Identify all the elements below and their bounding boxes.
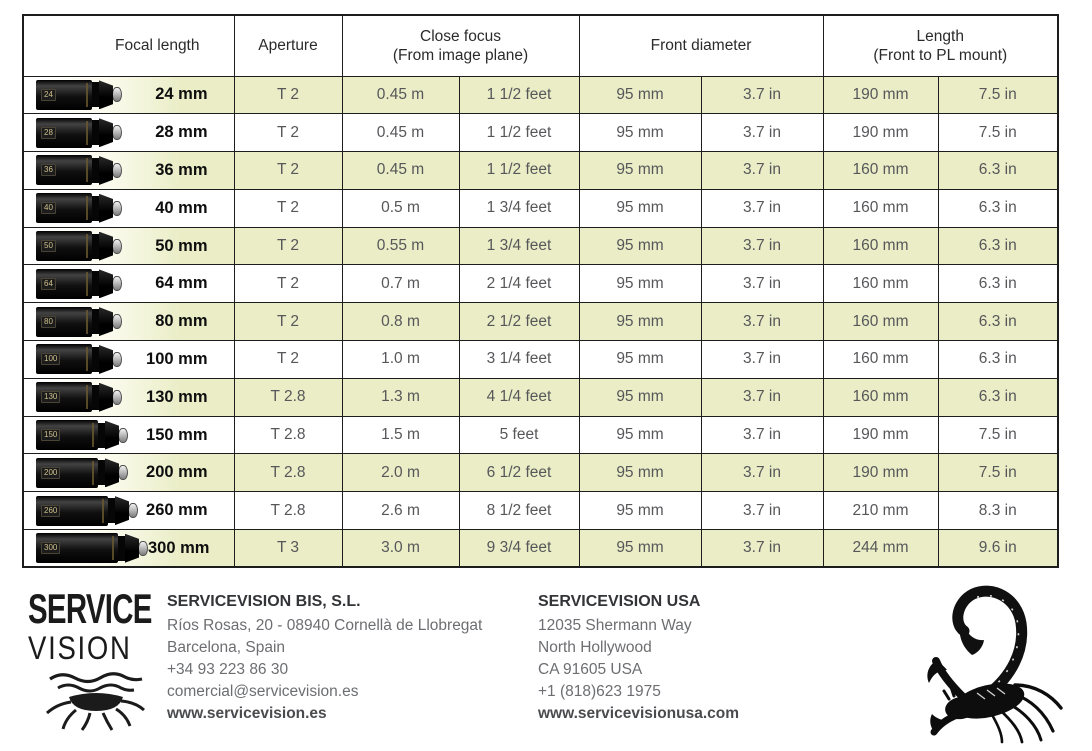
front-diameter-mm: 95 mm (579, 530, 701, 568)
lens-cone (125, 534, 139, 563)
lens-barrel-label: 36 (41, 164, 56, 176)
length-mm: 160 mm (823, 189, 938, 227)
usa-address-line3: CA 91605 USA (538, 661, 643, 678)
focal-length-value: 50 mm (155, 236, 208, 255)
lens-front-element (118, 465, 128, 480)
front-diameter-in: 3.7 in (701, 189, 823, 227)
focal-length-value: 300 mm (148, 538, 210, 557)
front-diameter-mm: 95 mm (579, 378, 701, 416)
close-focus-meters: 0.45 m (342, 114, 459, 152)
table-row (23, 530, 1058, 568)
close-focus-meters: 1.0 m (342, 341, 459, 379)
front-diameter-mm: 95 mm (579, 76, 701, 114)
table-row (23, 341, 1058, 379)
lens-step (92, 385, 99, 410)
focal-length-value: 200 mm (146, 463, 208, 482)
length-mm: 160 mm (823, 378, 938, 416)
close-focus-meters: 0.55 m (342, 227, 459, 265)
lens-step (98, 460, 105, 485)
aperture-value: T 2 (234, 303, 342, 341)
focal-length-cell (23, 492, 234, 530)
lens-cone (115, 496, 129, 525)
lens-cone (99, 269, 113, 298)
spain-address-line2: Barcelona, Spain (167, 639, 286, 656)
lens-front-element (112, 390, 122, 405)
lens-barrel-label: 130 (41, 391, 60, 403)
aperture-value: T 2 (234, 76, 342, 114)
logo-service-text: SERVICE (28, 585, 152, 632)
lens-barrel-label: 300 (41, 542, 60, 554)
lens-barrel-label: 80 (41, 316, 56, 328)
lens-thumbnail-icon (36, 153, 122, 187)
lens-thumbnail-icon (36, 191, 122, 225)
lens-thumbnail-icon (36, 456, 128, 490)
table-header-row (23, 15, 1058, 76)
close-focus-feet: 3 1/4 feet (459, 341, 579, 379)
front-diameter-mm: 95 mm (579, 227, 701, 265)
lens-thumbnail-icon (36, 305, 122, 339)
lens-step (92, 271, 99, 296)
front-diameter-mm: 95 mm (579, 189, 701, 227)
length-in: 6.3 in (938, 378, 1058, 416)
lens-step (118, 536, 125, 561)
lens-front-element (112, 201, 122, 216)
lens-thumbnail-icon (36, 494, 138, 528)
front-diameter-mm: 95 mm (579, 341, 701, 379)
servicevision-sun-icon (44, 670, 148, 732)
header-length (823, 15, 1058, 76)
lens-barrel-label: 64 (41, 278, 56, 290)
table-row (23, 303, 1058, 341)
front-diameter-mm: 95 mm (579, 114, 701, 152)
length-in: 7.5 in (938, 76, 1058, 114)
focal-length-value: 150 mm (146, 425, 208, 444)
front-diameter-in: 3.7 in (701, 492, 823, 530)
header-close-focus (342, 15, 579, 76)
focal-length-value: 100 mm (146, 349, 208, 368)
usa-contact-block (538, 591, 898, 725)
close-focus-meters: 3.0 m (342, 530, 459, 568)
length-in: 7.5 in (938, 454, 1058, 492)
spain-company-name: SERVICEVISION BIS, S.L. (167, 593, 361, 610)
close-focus-meters: 1.5 m (342, 416, 459, 454)
lens-front-element (112, 239, 122, 254)
lens-cone (99, 232, 113, 261)
focal-length-value: 28 mm (155, 123, 208, 142)
lens-cone (99, 345, 113, 374)
lens-cone (99, 156, 113, 185)
aperture-value: T 2 (234, 341, 342, 379)
table-row (23, 76, 1058, 114)
aperture-value: T 2 (234, 265, 342, 303)
lens-cone (105, 458, 119, 487)
header-close-focus-line2: (From image plane) (392, 46, 529, 64)
length-mm: 160 mm (823, 265, 938, 303)
close-focus-feet: 1 3/4 feet (459, 189, 579, 227)
lens-thumbnail-icon (36, 78, 122, 112)
lens-front-element (112, 276, 122, 291)
focal-length-cell (23, 303, 234, 341)
focal-length-value: 260 mm (146, 501, 208, 520)
aperture-value: T 2 (234, 227, 342, 265)
servicevision-logo (28, 585, 168, 732)
focal-length-cell (23, 530, 234, 568)
table-row (23, 189, 1058, 227)
lens-front-element (112, 352, 122, 367)
focal-length-cell (23, 378, 234, 416)
lens-step (92, 158, 99, 183)
length-mm: 190 mm (823, 114, 938, 152)
lens-step (108, 498, 115, 523)
focal-length-cell (23, 189, 234, 227)
usa-website-link[interactable]: www.servicevisionusa.com (538, 705, 740, 722)
focal-length-cell (23, 416, 234, 454)
lens-thumbnail-icon (36, 342, 122, 376)
aperture-value: T 2.8 (234, 378, 342, 416)
front-diameter-in: 3.7 in (701, 416, 823, 454)
table-row (23, 454, 1058, 492)
length-in: 7.5 in (938, 416, 1058, 454)
focal-length-cell (23, 152, 234, 190)
front-diameter-in: 3.7 in (701, 378, 823, 416)
focal-length-value: 36 mm (155, 160, 208, 179)
focal-length-value: 80 mm (155, 312, 208, 331)
lens-cone (105, 421, 119, 450)
front-diameter-in: 3.7 in (701, 76, 823, 114)
lens-barrel-label: 100 (41, 353, 60, 365)
table-row (23, 114, 1058, 152)
length-mm: 210 mm (823, 492, 938, 530)
lens-cone (99, 80, 113, 109)
close-focus-meters: 0.7 m (342, 265, 459, 303)
lens-front-element (138, 541, 148, 556)
usa-phone: +1 (818)623 1975 (538, 683, 661, 700)
front-diameter-in: 3.7 in (701, 152, 823, 190)
front-diameter-mm: 95 mm (579, 492, 701, 530)
front-diameter-in: 3.7 in (701, 454, 823, 492)
lens-thumbnail-icon (36, 229, 122, 263)
focal-length-cell (23, 341, 234, 379)
lens-cone (99, 118, 113, 147)
aperture-value: T 3 (234, 530, 342, 568)
length-mm: 244 mm (823, 530, 938, 568)
usa-company-name: SERVICEVISION USA (538, 593, 701, 610)
header-length-line2: (Front to PL mount) (873, 46, 1008, 64)
aperture-value: T 2.8 (234, 492, 342, 530)
table-row (23, 492, 1058, 530)
close-focus-meters: 1.3 m (342, 378, 459, 416)
lens-barrel-label: 50 (41, 240, 56, 252)
lens-front-element (118, 428, 128, 443)
length-mm: 160 mm (823, 341, 938, 379)
lens-step (92, 347, 99, 372)
aperture-value: T 2.8 (234, 416, 342, 454)
focal-length-cell (23, 454, 234, 492)
header-close-focus-line1: Close focus (420, 27, 501, 45)
length-in: 6.3 in (938, 303, 1058, 341)
focal-length-cell (23, 265, 234, 303)
focal-length-cell (23, 76, 234, 114)
length-mm: 190 mm (823, 76, 938, 114)
table-row (23, 227, 1058, 265)
close-focus-meters: 2.0 m (342, 454, 459, 492)
focal-length-value: 40 mm (155, 198, 208, 217)
lens-barrel-label: 24 (41, 89, 56, 101)
lens-cone (99, 383, 113, 412)
aperture-value: T 2 (234, 114, 342, 152)
close-focus-meters: 0.5 m (342, 189, 459, 227)
length-mm: 190 mm (823, 416, 938, 454)
lens-thumbnail-icon (36, 267, 122, 301)
front-diameter-in: 3.7 in (701, 114, 823, 152)
close-focus-feet: 4 1/4 feet (459, 378, 579, 416)
lens-step (92, 234, 99, 259)
length-in: 8.3 in (938, 492, 1058, 530)
focal-length-cell (23, 227, 234, 265)
close-focus-feet: 6 1/2 feet (459, 454, 579, 492)
spain-contact-block (167, 591, 527, 725)
header-front-diameter: Front diameter (579, 15, 823, 76)
length-in: 7.5 in (938, 114, 1058, 152)
focal-length-cell (23, 114, 234, 152)
scorpion-logo-icon (905, 573, 1083, 745)
length-in: 6.3 in (938, 189, 1058, 227)
spain-website-link[interactable]: www.servicevision.es (167, 705, 327, 722)
table-row (23, 265, 1058, 303)
header-focal-length: Focal length (23, 15, 234, 76)
lens-front-element (128, 503, 138, 518)
lens-barrel-label: 200 (41, 467, 60, 479)
front-diameter-mm: 95 mm (579, 265, 701, 303)
lens-barrel-label: 28 (41, 127, 56, 139)
lens-thumbnail-icon (36, 418, 128, 452)
lens-spec-table (22, 14, 1059, 568)
spain-address-line1: Ríos Rosas, 20 - 08940 Cornellà de Llobregat (167, 617, 483, 634)
close-focus-meters: 0.8 m (342, 303, 459, 341)
aperture-value: T 2.8 (234, 454, 342, 492)
close-focus-feet: 9 3/4 feet (459, 530, 579, 568)
lens-front-element (112, 125, 122, 140)
lens-step (98, 423, 105, 448)
usa-address-line1: 12035 Shermann Way (538, 617, 692, 634)
close-focus-feet: 2 1/2 feet (459, 303, 579, 341)
lens-thumbnail-icon (36, 116, 122, 150)
lens-front-element (112, 87, 122, 102)
close-focus-feet: 2 1/4 feet (459, 265, 579, 303)
lens-barrel-label: 260 (41, 505, 60, 517)
close-focus-meters: 2.6 m (342, 492, 459, 530)
logo-vision-text: VISION (28, 630, 132, 666)
lens-thumbnail-icon (36, 531, 148, 565)
header-length-line1: Length (916, 27, 964, 45)
table-row (23, 378, 1058, 416)
lens-cone (99, 194, 113, 223)
lens-front-element (112, 314, 122, 329)
length-mm: 160 mm (823, 227, 938, 265)
front-diameter-in: 3.7 in (701, 303, 823, 341)
length-in: 9.6 in (938, 530, 1058, 568)
close-focus-feet: 8 1/2 feet (459, 492, 579, 530)
length-mm: 190 mm (823, 454, 938, 492)
front-diameter-in: 3.7 in (701, 341, 823, 379)
lens-barrel-label: 40 (41, 202, 56, 214)
length-mm: 160 mm (823, 303, 938, 341)
focal-length-value: 24 mm (155, 85, 208, 104)
spain-phone: +34 93 223 86 30 (167, 661, 289, 678)
close-focus-feet: 1 3/4 feet (459, 227, 579, 265)
usa-address-line2: North Hollywood (538, 639, 652, 656)
lens-thumbnail-icon (36, 380, 122, 414)
front-diameter-in: 3.7 in (701, 265, 823, 303)
focal-length-value: 130 mm (146, 387, 208, 406)
front-diameter-mm: 95 mm (579, 303, 701, 341)
table-row (23, 416, 1058, 454)
close-focus-meters: 0.45 m (342, 76, 459, 114)
front-diameter-in: 3.7 in (701, 227, 823, 265)
lens-front-element (112, 163, 122, 178)
lens-step (92, 82, 99, 107)
front-diameter-mm: 95 mm (579, 416, 701, 454)
lens-step (92, 196, 99, 221)
lens-step (92, 309, 99, 334)
spain-email-link[interactable]: comercial@servicevision.es (167, 683, 359, 700)
lens-step (92, 120, 99, 145)
front-diameter-in: 3.7 in (701, 530, 823, 568)
lens-barrel-label: 150 (41, 429, 60, 441)
close-focus-feet: 5 feet (459, 416, 579, 454)
focal-length-value: 64 mm (155, 274, 208, 293)
close-focus-feet: 1 1/2 feet (459, 114, 579, 152)
header-aperture: Aperture (234, 15, 342, 76)
length-in: 6.3 in (938, 341, 1058, 379)
length-in: 6.3 in (938, 227, 1058, 265)
aperture-value: T 2 (234, 152, 342, 190)
lens-cone (99, 307, 113, 336)
length-mm: 160 mm (823, 152, 938, 190)
table-row (23, 152, 1058, 190)
front-diameter-mm: 95 mm (579, 454, 701, 492)
close-focus-meters: 0.45 m (342, 152, 459, 190)
length-in: 6.3 in (938, 152, 1058, 190)
front-diameter-mm: 95 mm (579, 152, 701, 190)
length-in: 6.3 in (938, 265, 1058, 303)
aperture-value: T 2 (234, 189, 342, 227)
close-focus-feet: 1 1/2 feet (459, 152, 579, 190)
close-focus-feet: 1 1/2 feet (459, 76, 579, 114)
